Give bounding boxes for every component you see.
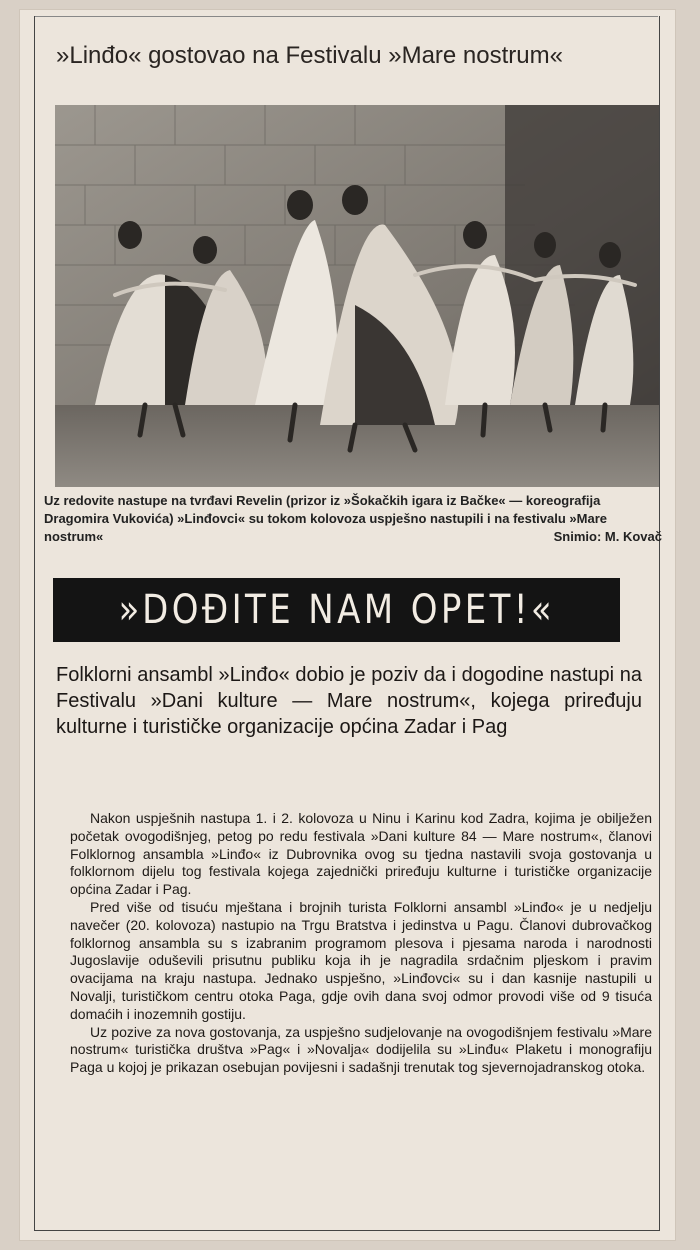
headline: »DOĐITE NAM OPET!« [118, 587, 555, 633]
body-paragraph: Uz pozive za nova gostovanja, za uspješno sudjelovanje na ovogodišnjem festivalu »Mare nostrum« turistička društva »Pag« i »Novalja« dodijelila su »Linđu« Plaketu i monografiju Paga u kojoj je prikazan osebujan povijesni i sadašnji trenutak tog sjevernojadranskog otoka. [70, 1023, 652, 1076]
article-kicker: »Linđo« gostovao na Festivalu »Mare nostrum« [56, 42, 563, 69]
folk-dancers-illustration [55, 105, 659, 487]
photo-credit: Snimio: M. Kovač [553, 529, 662, 544]
headline-banner [53, 578, 620, 642]
photo-caption [44, 492, 664, 546]
dance-photo [55, 105, 659, 487]
body-paragraph: Pred više od tisuću mještana i brojnih turista Folklorni ansambl »Linđo« je u nedjelju navečer (20. kolovoza) nastupio na Trgu Bratstva i jedinstva u Pagu. Članovi dubrovačkog folklornog ansambla su s izabranim programom plesova i pjesama naroda i narodnosti Jugoslavije oduševili prisutnu publiku koja ih je nagradila srdačnim pljeskom i pravim ovacijama na kraju nastupa. Jednako uspješno, »Linđovci« su i dan kasnije nastupili u Novalji, turističkom centru otoka Paga, gdje ovih dana svoj odmor provodi više od 9 tisuća domaćih i inozemnih gostiju. [70, 898, 652, 1022]
article-body [70, 810, 652, 1077]
newspaper-clipping [20, 10, 675, 1240]
lead-paragraph: Folklorni ansambl »Linđo« dobio je poziv da i dogodine nastupi na Festivalu »Dani kulture — Mare nostrum«, kojega priređuju kulturne i turističke organizacije općina Zadar i Pag [56, 664, 642, 738]
body-paragraph: Nakon uspješnih nastupa 1. i 2. kolovoza u Ninu i Karinu kod Zadra, kojima je obilježen početak ovogodišnjeg, petog po redu festivala »Dani kulture 84 — Mare nostrum«, članovi Folklornog ansambla »Linđo« iz Dubrovnika ovog su tjedna nastavili svoja gostovanja u folklornom dijelu tog festivala kojega zajednički priređuju kulturne i turističke organizacije općina Zadar i Pag. [70, 810, 652, 898]
photo-caption-text: Uz redovite nastupe na tvrđavi Revelin (prizor iz »Šokačkih igara iz Bačke« — koreografija Dragomira Vukovića) »Linđovci« su tokom kolovoza uspješno nastupili i na festivalu »Mare nostrum« [44, 493, 607, 544]
